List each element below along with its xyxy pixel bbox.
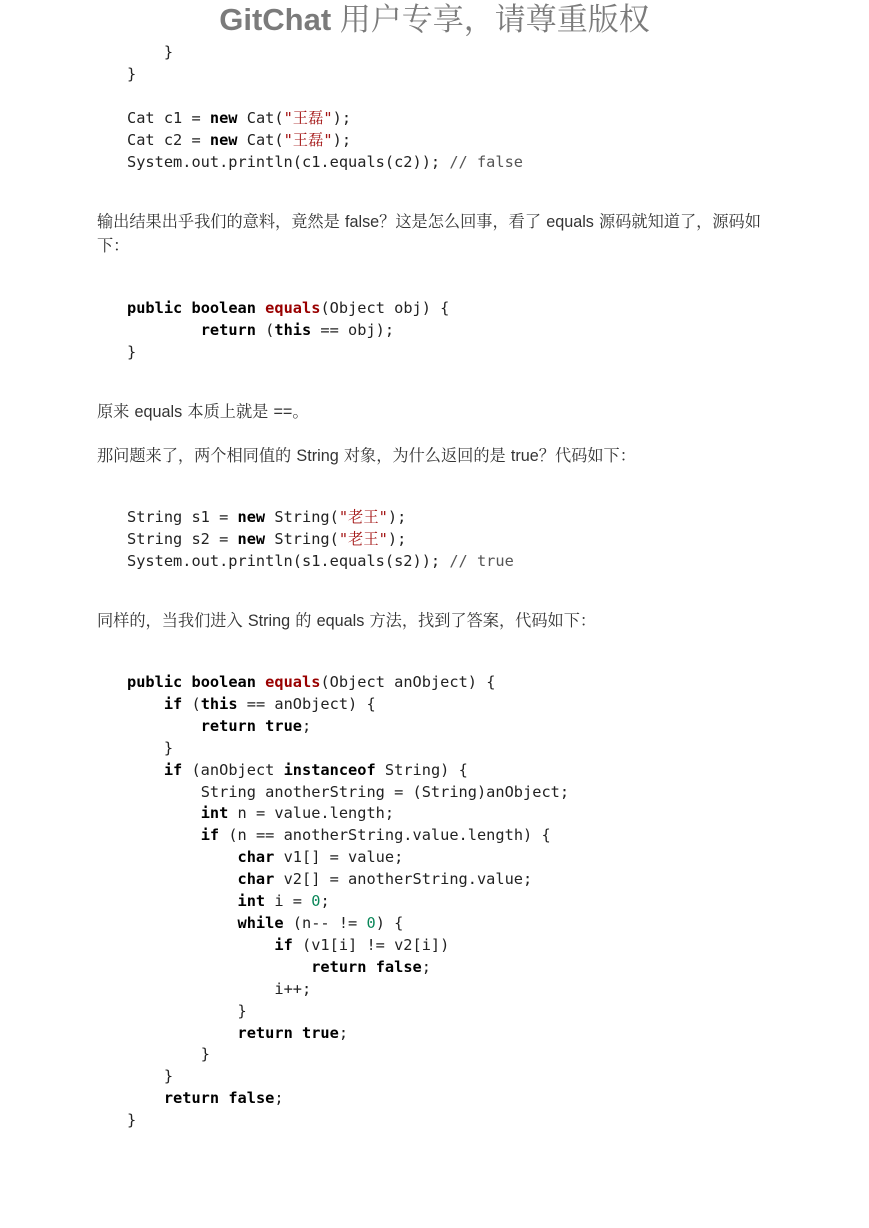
code-text: ; — [320, 892, 330, 911]
code-block-string-equals-demo — [127, 507, 514, 573]
code-text: Cat( — [237, 108, 284, 127]
code-text: == anObject) { — [237, 694, 376, 713]
code-string: "老王" — [338, 529, 388, 548]
paragraph-surprise-false — [97, 210, 787, 258]
code-text: (anObject — [182, 760, 284, 779]
inline-code: equals — [316, 612, 365, 630]
watermark-brand: GitChat — [219, 2, 332, 37]
code-text: (Object anObject) { — [320, 673, 496, 691]
code-text: (n-- != — [283, 913, 367, 932]
code-text: v2[] = anotherString.value; — [274, 870, 533, 889]
code-text: ); — [387, 508, 407, 526]
code-line — [127, 530, 406, 548]
code-keyword: if — [200, 826, 220, 845]
code-keyword: instanceof — [283, 760, 376, 779]
code-text: System.out.println(c1.equals(c2)); — [127, 152, 450, 171]
code-text: n = value.length; — [228, 804, 395, 823]
para-text: 源码就知道了，源码如下： — [97, 212, 761, 255]
code-keyword: if — [274, 935, 293, 954]
code-line — [127, 673, 495, 691]
code-text: ( — [255, 320, 275, 339]
code-line: } — [127, 43, 174, 61]
code-line — [127, 804, 394, 822]
code-line — [127, 936, 449, 954]
code-keyword: true — [265, 716, 303, 735]
inline-code: equals — [546, 213, 594, 231]
code-text: i++; — [274, 979, 312, 998]
para-text: 本质上就是 — [182, 402, 274, 421]
code-keyword: new — [237, 529, 266, 548]
inline-code: == — [273, 403, 293, 421]
code-line — [127, 892, 330, 910]
code-line — [127, 1002, 247, 1020]
para-text: 输出结果出乎我们的意料，竟然是 — [97, 212, 345, 231]
code-keyword: return — [311, 957, 367, 976]
code-keyword: new — [209, 130, 238, 149]
code-keyword: char — [237, 870, 275, 889]
code-text: } — [237, 1001, 247, 1020]
code-text: String) { — [375, 760, 468, 779]
code-line — [127, 783, 569, 801]
inline-code: String — [247, 612, 291, 630]
code-keyword: this — [274, 320, 312, 339]
code-text: (v1[i] != v2[i]) — [292, 935, 450, 954]
code-keyword: return — [200, 320, 256, 339]
code-text: Cat c2 = — [127, 130, 210, 149]
code-text: Cat( — [237, 130, 284, 149]
code-line — [127, 321, 394, 339]
para-text: 原来 — [97, 402, 135, 421]
code-line — [127, 508, 406, 526]
code-text: } — [127, 1111, 137, 1130]
code-line — [127, 848, 403, 866]
inline-code: true — [510, 447, 539, 465]
code-line — [127, 761, 468, 779]
code-comment: // true — [449, 551, 514, 570]
inline-code: equals — [134, 403, 183, 421]
code-keyword: true — [302, 1023, 339, 1042]
paragraph-string-question — [97, 444, 787, 468]
code-keyword: new — [237, 508, 266, 526]
para-text: 的 — [290, 611, 317, 630]
code-text — [256, 299, 265, 317]
code-line — [127, 980, 311, 998]
para-text: 。 — [292, 402, 309, 421]
watermark-notice: 用户专享，请尊重版权 — [331, 2, 650, 37]
code-keyword: false — [375, 957, 422, 976]
code-keyword: boolean — [191, 299, 256, 317]
code-text: ) { — [375, 913, 404, 932]
code-line — [127, 131, 351, 149]
paragraph-string-source — [97, 609, 787, 633]
code-keyword: int — [200, 804, 229, 823]
code-text: v1[] = value; — [274, 848, 404, 867]
code-text: } — [200, 1045, 210, 1064]
code-text: (n == anotherString.value.length) { — [219, 826, 551, 845]
code-line — [127, 1045, 210, 1063]
code-line: } — [127, 64, 137, 83]
code-text: (Object obj) { — [320, 299, 450, 317]
code-line — [127, 153, 523, 171]
code-number: 0 — [311, 892, 321, 911]
code-text — [127, 321, 201, 339]
code-keyword: public — [127, 299, 183, 317]
gitchat-watermark — [0, 0, 869, 40]
code-line: } — [127, 342, 137, 361]
code-keyword: int — [237, 892, 266, 911]
code-comment: // false — [449, 152, 524, 171]
code-keyword: if — [163, 760, 183, 779]
code-text: ; — [302, 716, 312, 735]
code-line — [127, 299, 449, 317]
para-text: 那问题来了，两个相同值的 — [97, 446, 297, 465]
code-string: "王磊" — [283, 130, 333, 149]
code-keyword: boolean — [191, 673, 256, 691]
code-line — [127, 695, 376, 713]
code-text: ); — [387, 529, 407, 548]
code-keyword: return — [200, 716, 256, 735]
code-text: } — [163, 1067, 174, 1086]
code-text: String( — [265, 529, 339, 548]
code-line — [127, 1067, 173, 1085]
code-text: } — [163, 738, 174, 757]
code-line — [127, 109, 351, 127]
code-method-name: equals — [265, 299, 321, 317]
code-keyword: this — [200, 694, 238, 713]
code-keyword: false — [228, 1089, 275, 1108]
inline-code: String — [296, 447, 339, 465]
code-text: String( — [265, 508, 339, 526]
code-keyword: if — [163, 694, 183, 713]
code-text: i = — [265, 892, 312, 911]
code-line — [127, 870, 532, 888]
code-text: ); — [332, 108, 352, 127]
code-line — [127, 739, 173, 757]
para-text: 对象，为什么返回的是 — [338, 446, 511, 465]
code-text: System.out.println(s1.equals(s2)); — [127, 551, 450, 570]
code-line — [127, 1089, 284, 1107]
code-keyword: return — [163, 1089, 220, 1108]
code-keyword: public — [127, 673, 183, 691]
code-method-name: equals — [265, 673, 321, 691]
paragraph-equals-essence — [97, 400, 787, 424]
code-text: == obj); — [311, 320, 395, 339]
code-text: String s2 = — [127, 529, 238, 548]
para-text: ？代码如下： — [538, 446, 636, 465]
code-line — [127, 826, 551, 844]
code-text: String anotherString = (String)anObject; — [200, 782, 570, 801]
code-keyword: while — [237, 913, 284, 932]
code-text: ( — [182, 694, 201, 713]
para-text: 方法，找到了答案，代码如下： — [364, 611, 597, 630]
code-block-object-equals — [127, 298, 449, 364]
code-text: ; — [274, 1089, 284, 1108]
code-keyword: new — [209, 108, 238, 127]
code-text: ); — [332, 130, 352, 149]
code-string: "王磊" — [283, 108, 333, 127]
code-keyword: char — [237, 848, 275, 867]
code-text: String s1 = — [127, 508, 238, 526]
code-line — [127, 1111, 136, 1129]
code-number: 0 — [366, 913, 376, 932]
inline-code: false — [344, 213, 380, 231]
code-line — [127, 914, 403, 932]
code-line — [127, 717, 311, 735]
code-keyword: return — [237, 1023, 293, 1042]
code-block-string-equals-source — [127, 672, 569, 1132]
code-block-cat-equals — [127, 42, 523, 173]
code-line — [127, 552, 514, 570]
code-text: ; — [421, 957, 431, 976]
para-text: 同样的，当我们进入 — [97, 611, 248, 630]
code-line — [127, 958, 431, 976]
code-line — [127, 1024, 348, 1042]
code-text: ; — [338, 1023, 349, 1042]
code-text: Cat c1 = — [127, 108, 210, 127]
code-string: "老王" — [338, 508, 388, 526]
para-text: ？这是怎么回事，看了 — [379, 212, 547, 231]
